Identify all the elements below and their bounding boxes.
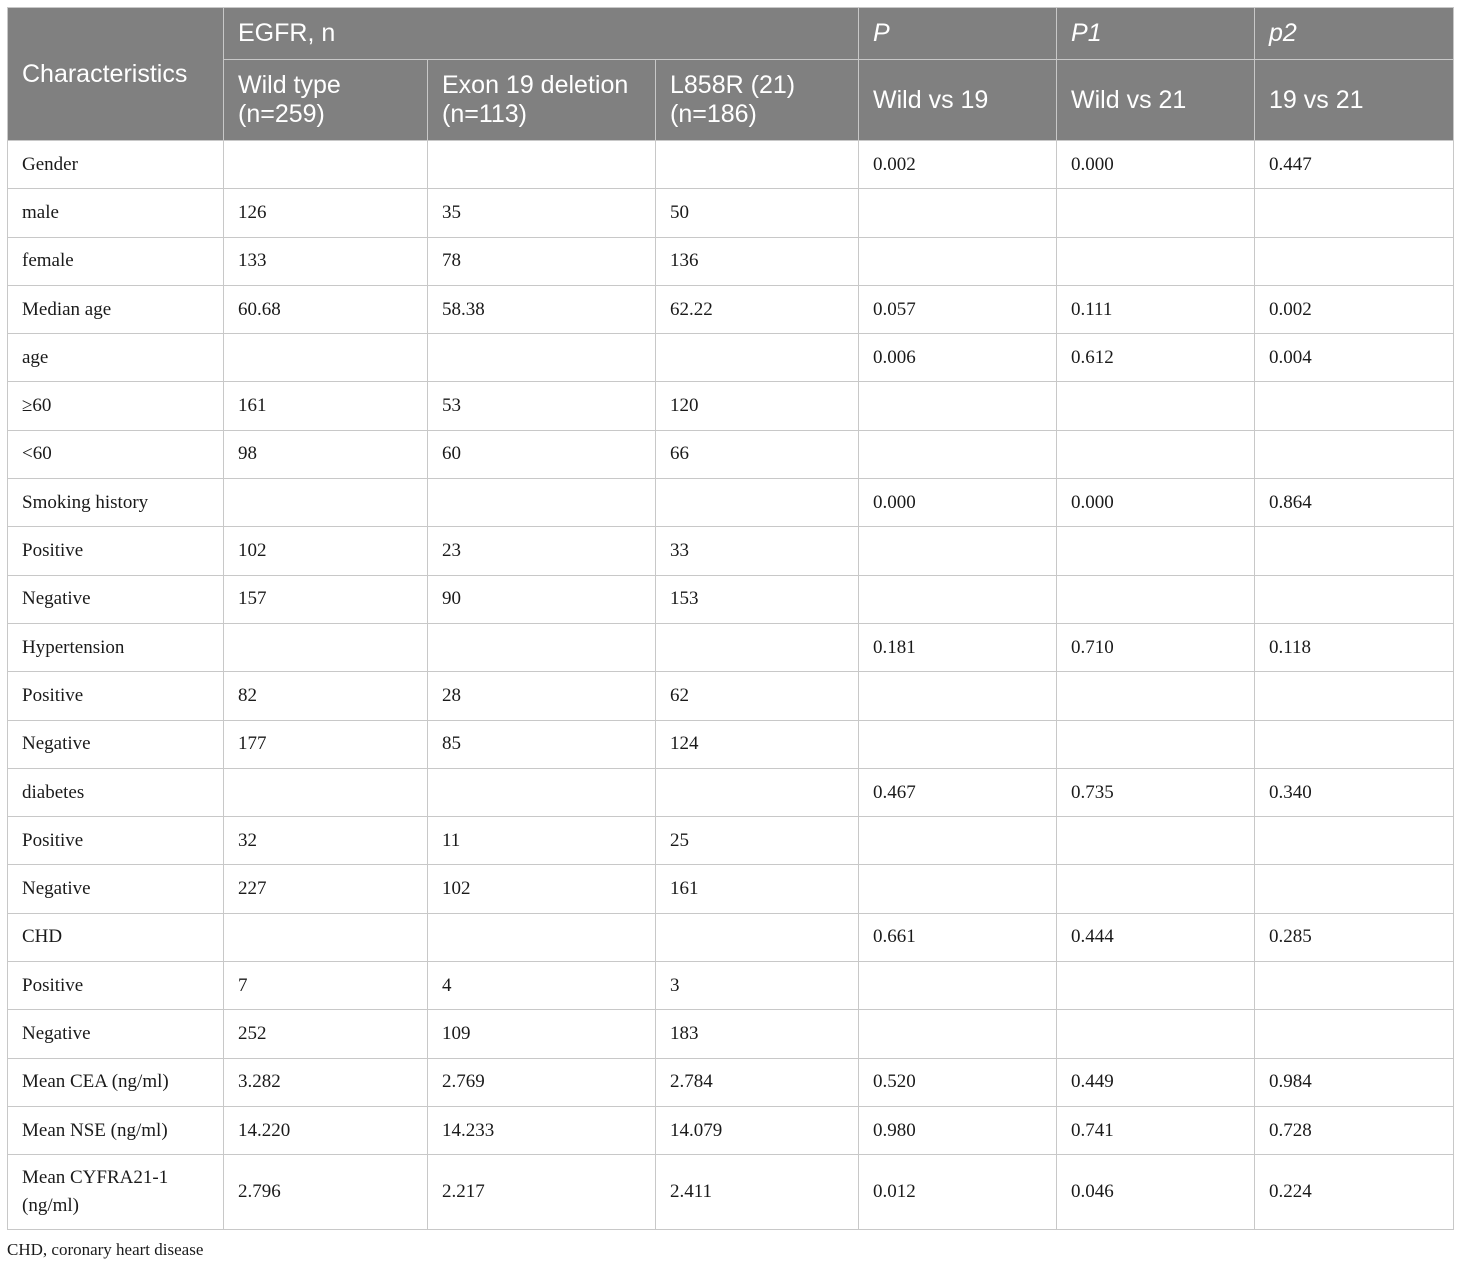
p1-cell: [1057, 865, 1255, 913]
exon19-cell: 2.769: [428, 1058, 656, 1106]
l858r-cell: 3: [656, 962, 859, 1010]
p-cell: [859, 382, 1057, 430]
exon19-cell: 4: [428, 962, 656, 1010]
p-cell: 0.181: [859, 623, 1057, 671]
wild-type-cell: 161: [224, 382, 428, 430]
table-body: [8, 141, 1454, 1230]
table-row: [8, 720, 1454, 768]
p2-cell: [1255, 817, 1454, 865]
wild-type-cell: 2.796: [224, 1155, 428, 1230]
table-row: [8, 285, 1454, 333]
exon19-cell: [428, 623, 656, 671]
row-label: Gender: [8, 141, 224, 189]
l858r-cell: 183: [656, 1010, 859, 1058]
p2-cell: [1255, 237, 1454, 285]
l858r-cell: [656, 768, 859, 816]
row-label: diabetes: [8, 768, 224, 816]
p1-cell: 0.612: [1057, 334, 1255, 382]
p2-cell: 0.340: [1255, 768, 1454, 816]
table-header: [8, 8, 1454, 141]
header-exon19: Exon 19 deletion (n=113): [428, 60, 656, 141]
p-cell: [859, 720, 1057, 768]
exon19-cell: 109: [428, 1010, 656, 1058]
row-label: male: [8, 189, 224, 237]
p-cell: [859, 865, 1057, 913]
p-cell: [859, 527, 1057, 575]
table-row: [8, 768, 1454, 816]
p2-cell: 0.864: [1255, 479, 1454, 527]
p2-cell: 0.118: [1255, 623, 1454, 671]
exon19-cell: [428, 141, 656, 189]
exon19-cell: 28: [428, 672, 656, 720]
wild-type-cell: [224, 334, 428, 382]
table-row: [8, 479, 1454, 527]
l858r-cell: 62.22: [656, 285, 859, 333]
p2-cell: [1255, 382, 1454, 430]
table-row: [8, 382, 1454, 430]
l858r-cell: 153: [656, 575, 859, 623]
wild-type-cell: 7: [224, 962, 428, 1010]
p-cell: [859, 1010, 1057, 1058]
p2-cell: [1255, 962, 1454, 1010]
l858r-cell: 33: [656, 527, 859, 575]
exon19-cell: 78: [428, 237, 656, 285]
row-label: Positive: [8, 672, 224, 720]
header-l858r: L858R (21) (n=186): [656, 60, 859, 141]
l858r-cell: [656, 623, 859, 671]
table-row: [8, 962, 1454, 1010]
p-cell: [859, 189, 1057, 237]
l858r-cell: [656, 141, 859, 189]
row-label: Mean CYFRA21-1 (ng/ml): [8, 1155, 224, 1230]
p2-cell: [1255, 720, 1454, 768]
p-cell: 0.467: [859, 768, 1057, 816]
p2-cell: [1255, 189, 1454, 237]
p1-cell: [1057, 962, 1255, 1010]
exon19-cell: 11: [428, 817, 656, 865]
p1-cell: [1057, 817, 1255, 865]
p-cell: 0.980: [859, 1106, 1057, 1154]
l858r-cell: [656, 913, 859, 961]
p1-cell: [1057, 672, 1255, 720]
wild-type-cell: [224, 768, 428, 816]
exon19-cell: 58.38: [428, 285, 656, 333]
row-label: Positive: [8, 817, 224, 865]
l858r-cell: 66: [656, 430, 859, 478]
l858r-cell: 124: [656, 720, 859, 768]
p1-cell: [1057, 720, 1255, 768]
p-cell: 0.012: [859, 1155, 1057, 1230]
exon19-cell: 60: [428, 430, 656, 478]
row-label: CHD: [8, 913, 224, 961]
p1-cell: 0.000: [1057, 141, 1255, 189]
p2-cell: 0.728: [1255, 1106, 1454, 1154]
table-row: [8, 913, 1454, 961]
header-p2-sub: 19 vs 21: [1255, 60, 1454, 141]
wild-type-cell: 252: [224, 1010, 428, 1058]
characteristics-table: [7, 7, 1454, 1230]
p-cell: 0.000: [859, 479, 1057, 527]
header-characteristics: Characteristics: [8, 8, 224, 141]
p1-cell: [1057, 430, 1255, 478]
row-label: female: [8, 237, 224, 285]
exon19-cell: 53: [428, 382, 656, 430]
wild-type-cell: 3.282: [224, 1058, 428, 1106]
table-row: [8, 237, 1454, 285]
row-label: Negative: [8, 865, 224, 913]
p1-cell: 0.710: [1057, 623, 1255, 671]
header-egfr-group: EGFR, n: [224, 8, 859, 60]
wild-type-cell: 102: [224, 527, 428, 575]
table-row: [8, 189, 1454, 237]
l858r-cell: 62: [656, 672, 859, 720]
p2-cell: [1255, 430, 1454, 478]
p2-cell: 0.002: [1255, 285, 1454, 333]
table-row: [8, 817, 1454, 865]
wild-type-cell: 14.220: [224, 1106, 428, 1154]
table-row: [8, 334, 1454, 382]
exon19-cell: 14.233: [428, 1106, 656, 1154]
wild-type-cell: [224, 623, 428, 671]
table-container: [7, 7, 1453, 1230]
wild-type-cell: [224, 479, 428, 527]
header-wild-type: Wild type (n=259): [224, 60, 428, 141]
row-label: Negative: [8, 720, 224, 768]
table-row: [8, 1010, 1454, 1058]
p-cell: 0.006: [859, 334, 1057, 382]
table-row: [8, 672, 1454, 720]
row-label: Hypertension: [8, 623, 224, 671]
p2-cell: [1255, 672, 1454, 720]
p2-cell: [1255, 1010, 1454, 1058]
l858r-cell: [656, 334, 859, 382]
exon19-cell: 35: [428, 189, 656, 237]
p2-cell: 0.447: [1255, 141, 1454, 189]
table-row: [8, 1058, 1454, 1106]
exon19-cell: [428, 913, 656, 961]
row-label: Mean NSE (ng/ml): [8, 1106, 224, 1154]
p2-cell: 0.224: [1255, 1155, 1454, 1230]
table-row: [8, 141, 1454, 189]
row-label: Median age: [8, 285, 224, 333]
wild-type-cell: [224, 913, 428, 961]
p-cell: [859, 962, 1057, 1010]
p2-cell: 0.285: [1255, 913, 1454, 961]
p-cell: [859, 430, 1057, 478]
p1-cell: [1057, 527, 1255, 575]
p1-cell: [1057, 1010, 1255, 1058]
row-label: <60: [8, 430, 224, 478]
exon19-cell: 85: [428, 720, 656, 768]
p-cell: 0.057: [859, 285, 1057, 333]
p1-cell: 0.046: [1057, 1155, 1255, 1230]
p1-cell: 0.111: [1057, 285, 1255, 333]
row-label: ≥60: [8, 382, 224, 430]
wild-type-cell: 126: [224, 189, 428, 237]
row-label: Negative: [8, 575, 224, 623]
p-cell: [859, 237, 1057, 285]
p2-cell: [1255, 865, 1454, 913]
exon19-cell: 2.217: [428, 1155, 656, 1230]
p1-cell: 0.000: [1057, 479, 1255, 527]
header-p1: P1: [1057, 8, 1255, 60]
exon19-cell: 23: [428, 527, 656, 575]
wild-type-cell: 177: [224, 720, 428, 768]
l858r-cell: [656, 479, 859, 527]
wild-type-cell: 32: [224, 817, 428, 865]
p-cell: 0.002: [859, 141, 1057, 189]
row-label: Positive: [8, 962, 224, 1010]
p1-cell: 0.741: [1057, 1106, 1255, 1154]
wild-type-cell: 98: [224, 430, 428, 478]
table-row: [8, 430, 1454, 478]
p2-cell: [1255, 527, 1454, 575]
l858r-cell: 14.079: [656, 1106, 859, 1154]
header-p: P: [859, 8, 1057, 60]
header-p2: p2: [1255, 8, 1454, 60]
wild-type-cell: 133: [224, 237, 428, 285]
p1-cell: 0.444: [1057, 913, 1255, 961]
l858r-cell: 120: [656, 382, 859, 430]
l858r-cell: 2.411: [656, 1155, 859, 1230]
l858r-cell: 161: [656, 865, 859, 913]
row-label: age: [8, 334, 224, 382]
p-cell: 0.520: [859, 1058, 1057, 1106]
footnote: CHD, coronary heart disease: [7, 1240, 204, 1259]
header-row-2: [8, 60, 1454, 141]
p-cell: [859, 817, 1057, 865]
table-row: [8, 865, 1454, 913]
wild-type-cell: 157: [224, 575, 428, 623]
exon19-cell: 90: [428, 575, 656, 623]
exon19-cell: [428, 768, 656, 816]
header-p1-sub: Wild vs 21: [1057, 60, 1255, 141]
wild-type-cell: [224, 141, 428, 189]
p2-cell: [1255, 575, 1454, 623]
wild-type-cell: 227: [224, 865, 428, 913]
header-p-sub: Wild vs 19: [859, 60, 1057, 141]
table-row: [8, 1155, 1454, 1230]
p1-cell: [1057, 189, 1255, 237]
exon19-cell: [428, 479, 656, 527]
wild-type-cell: 60.68: [224, 285, 428, 333]
table-row: [8, 527, 1454, 575]
row-label: Mean CEA (ng/ml): [8, 1058, 224, 1106]
p1-cell: 0.449: [1057, 1058, 1255, 1106]
exon19-cell: 102: [428, 865, 656, 913]
p-cell: [859, 575, 1057, 623]
table-row: [8, 623, 1454, 671]
wild-type-cell: 82: [224, 672, 428, 720]
p-cell: 0.661: [859, 913, 1057, 961]
l858r-cell: 25: [656, 817, 859, 865]
table-row: [8, 575, 1454, 623]
l858r-cell: 50: [656, 189, 859, 237]
p1-cell: [1057, 237, 1255, 285]
p2-cell: 0.004: [1255, 334, 1454, 382]
p1-cell: [1057, 575, 1255, 623]
p1-cell: [1057, 382, 1255, 430]
row-label: Negative: [8, 1010, 224, 1058]
p1-cell: 0.735: [1057, 768, 1255, 816]
p2-cell: 0.984: [1255, 1058, 1454, 1106]
l858r-cell: 2.784: [656, 1058, 859, 1106]
table-row: [8, 1106, 1454, 1154]
p-cell: [859, 672, 1057, 720]
row-label: Positive: [8, 527, 224, 575]
row-label: Smoking history: [8, 479, 224, 527]
header-row-1: [8, 8, 1454, 60]
exon19-cell: [428, 334, 656, 382]
l858r-cell: 136: [656, 237, 859, 285]
